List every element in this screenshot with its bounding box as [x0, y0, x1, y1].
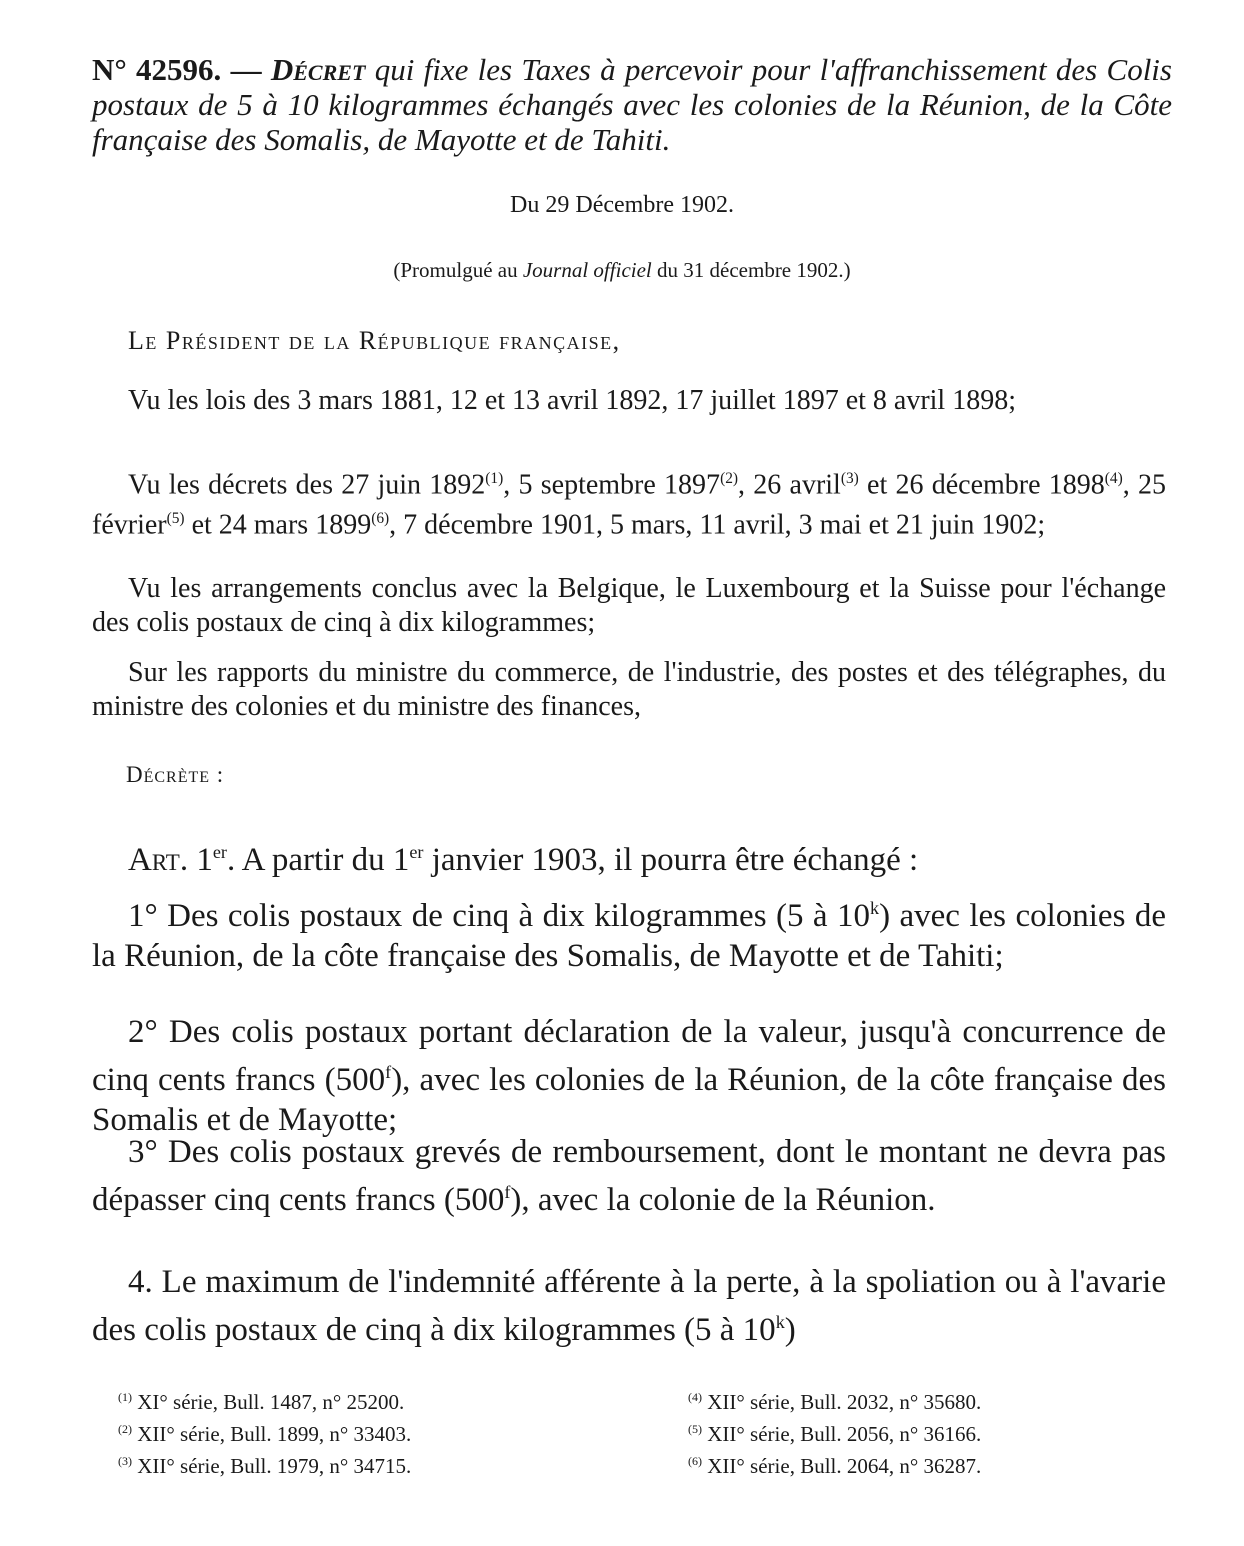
article-1-text-b: janvier 1903, il pourra être échangé :: [423, 842, 919, 878]
footnote-3: [118, 1448, 411, 1480]
footnote-ref-5: (5): [166, 510, 185, 528]
footnote-text: XII° série, Bull. 2056, n° 36166.: [707, 1422, 982, 1446]
sur-rapports-paragraph: Sur les rapports du ministre du commerce, de l'industrie, des postes et des télégraphes, du ministre des colonies et du ministre des finances,: [92, 657, 1166, 722]
item-1-text-b: ) avec les colonies de la Réunion, de la côte française des Somalis, de Mayotte et de Tahiti;: [92, 898, 1166, 974]
decree-heading: [92, 52, 1172, 157]
promulgation-prefix: (Promulgué au: [393, 258, 518, 282]
item-4-sup: k: [775, 1312, 785, 1332]
item-2-text-a: 2° Des colis postaux portant déclaration de la valeur, jusqu'à concurrence de cinq cents francs (500: [92, 1014, 1166, 1098]
article-1-dot: .: [226, 842, 236, 878]
item-3-sup: f: [504, 1182, 511, 1202]
vu-decrets-text-f: et 24 mars 1899: [184, 509, 372, 541]
article-item-2: [92, 1012, 1166, 1140]
article-item-1: [92, 888, 1166, 976]
vu-decrets-text-b: , 5 septembre 1897: [503, 469, 721, 501]
footnote-mark: (3): [118, 1454, 132, 1468]
item-1-text-a: 1° Des colis postaux de cinq à dix kilogrammes (5 à 10: [128, 898, 870, 934]
footnote-text: XI° série, Bull. 1487, n° 25200.: [137, 1390, 405, 1414]
item-3-text-a: 3° Des colis postaux grevés de remboursement, dont le montant ne devra pas dépasser cinq cents francs (500: [92, 1134, 1166, 1218]
footnote-2: [118, 1416, 411, 1448]
decree-date: Du 29 Décembre 1902.: [510, 192, 734, 218]
footnote-text: XII° série, Bull. 2064, n° 36287.: [707, 1454, 982, 1478]
item-3-text-b: ), avec la colonie de la Réunion.: [510, 1182, 936, 1218]
vu-decrets-text-g: , 7 décembre 1901, 5 mars, 11 avril, 3 mai et 21 juin 1902;: [389, 509, 1046, 541]
promulgation-suffix: du 31 décembre 1902.): [657, 258, 851, 282]
article-1-label-sup: er: [212, 842, 227, 862]
footnotes-right: [688, 1384, 981, 1480]
article-1-text-a: A partir du 1: [235, 842, 410, 878]
vu-lois-paragraph: Vu les lois des 3 mars 1881, 12 et 13 avril 1892, 17 juillet 1897 et 8 avril 1898;: [128, 385, 1016, 416]
item-2-sup: f: [385, 1062, 392, 1082]
promulgation-note: [0, 258, 1244, 283]
decree-label: Décret: [270, 52, 366, 87]
decrete-label: Décrète :: [126, 762, 225, 787]
footnotes-left: [118, 1384, 411, 1480]
footnote-ref-3: (3): [840, 470, 859, 487]
vu-decrets-paragraph: [92, 462, 1166, 543]
president-heading: Le Président de la République française,: [128, 326, 621, 355]
article-item-3: [92, 1132, 1166, 1220]
vu-decrets-text-a: Vu les décrets des 27 juin 1892: [128, 469, 486, 501]
item-4-text-a: 4. Le maximum de l'indemnité afférente à la perte, à la spoliation ou à l'avarie des colis postaux de cinq à dix kilogrammes (5 à 10: [92, 1264, 1166, 1348]
footnote-mark: (6): [688, 1454, 702, 1468]
footnote-ref-4: (4): [1104, 470, 1123, 487]
footnote-text: XII° série, Bull. 2032, n° 35680.: [707, 1390, 982, 1414]
article-1-label: Art. 1: [128, 842, 213, 878]
footnote-mark: (5): [688, 1422, 702, 1436]
vu-decrets-text-d: et 26 décembre 1898: [858, 469, 1105, 501]
promulgation-journal: Journal officiel: [522, 258, 652, 282]
footnote-ref-2: (2): [720, 470, 739, 487]
vu-arrangements-paragraph: Vu les arrangements conclus avec la Belgique, le Luxembourg et la Suisse pour l'échange des colis postaux de cinq à dix kilogrammes;: [92, 573, 1166, 638]
footnote-text: XII° série, Bull. 1979, n° 34715.: [137, 1454, 412, 1478]
decree-number: N° 42596. —: [92, 52, 262, 87]
footnote-4: [688, 1384, 981, 1416]
article-1-text-sup: er: [409, 842, 424, 862]
footnote-1: [118, 1384, 411, 1416]
article-1: [92, 832, 1166, 880]
footnote-5: [688, 1416, 981, 1448]
item-1-sup: k: [869, 898, 880, 918]
footnote-mark: (4): [688, 1390, 702, 1404]
footnote-ref-1: (1): [485, 470, 504, 487]
footnote-text: XII° série, Bull. 1899, n° 33403.: [137, 1422, 412, 1446]
article-item-4: [92, 1262, 1166, 1350]
vu-decrets-text-c: , 26 avril: [738, 469, 841, 501]
footnote-mark: (1): [118, 1390, 132, 1404]
decree-title: qui fixe les Taxes à percevoir pour l'affranchissement des Colis postaux de 5 à 10 kilogrammes échangés avec les colonies de la Réunion, de la Côte française des Somalis, de Mayotte et de Tahiti.: [92, 52, 1172, 157]
footnote-6: [688, 1448, 981, 1480]
item-2-text-b: ), avec les colonies de la Réunion, de la côte française des Somalis et de Mayotte;: [92, 1062, 1167, 1138]
footnote-mark: (2): [118, 1422, 132, 1436]
vu-decrets-text-e: , 25 février: [92, 469, 1166, 541]
item-4-text-b: ): [784, 1312, 796, 1348]
footnote-ref-6: (6): [371, 510, 390, 528]
